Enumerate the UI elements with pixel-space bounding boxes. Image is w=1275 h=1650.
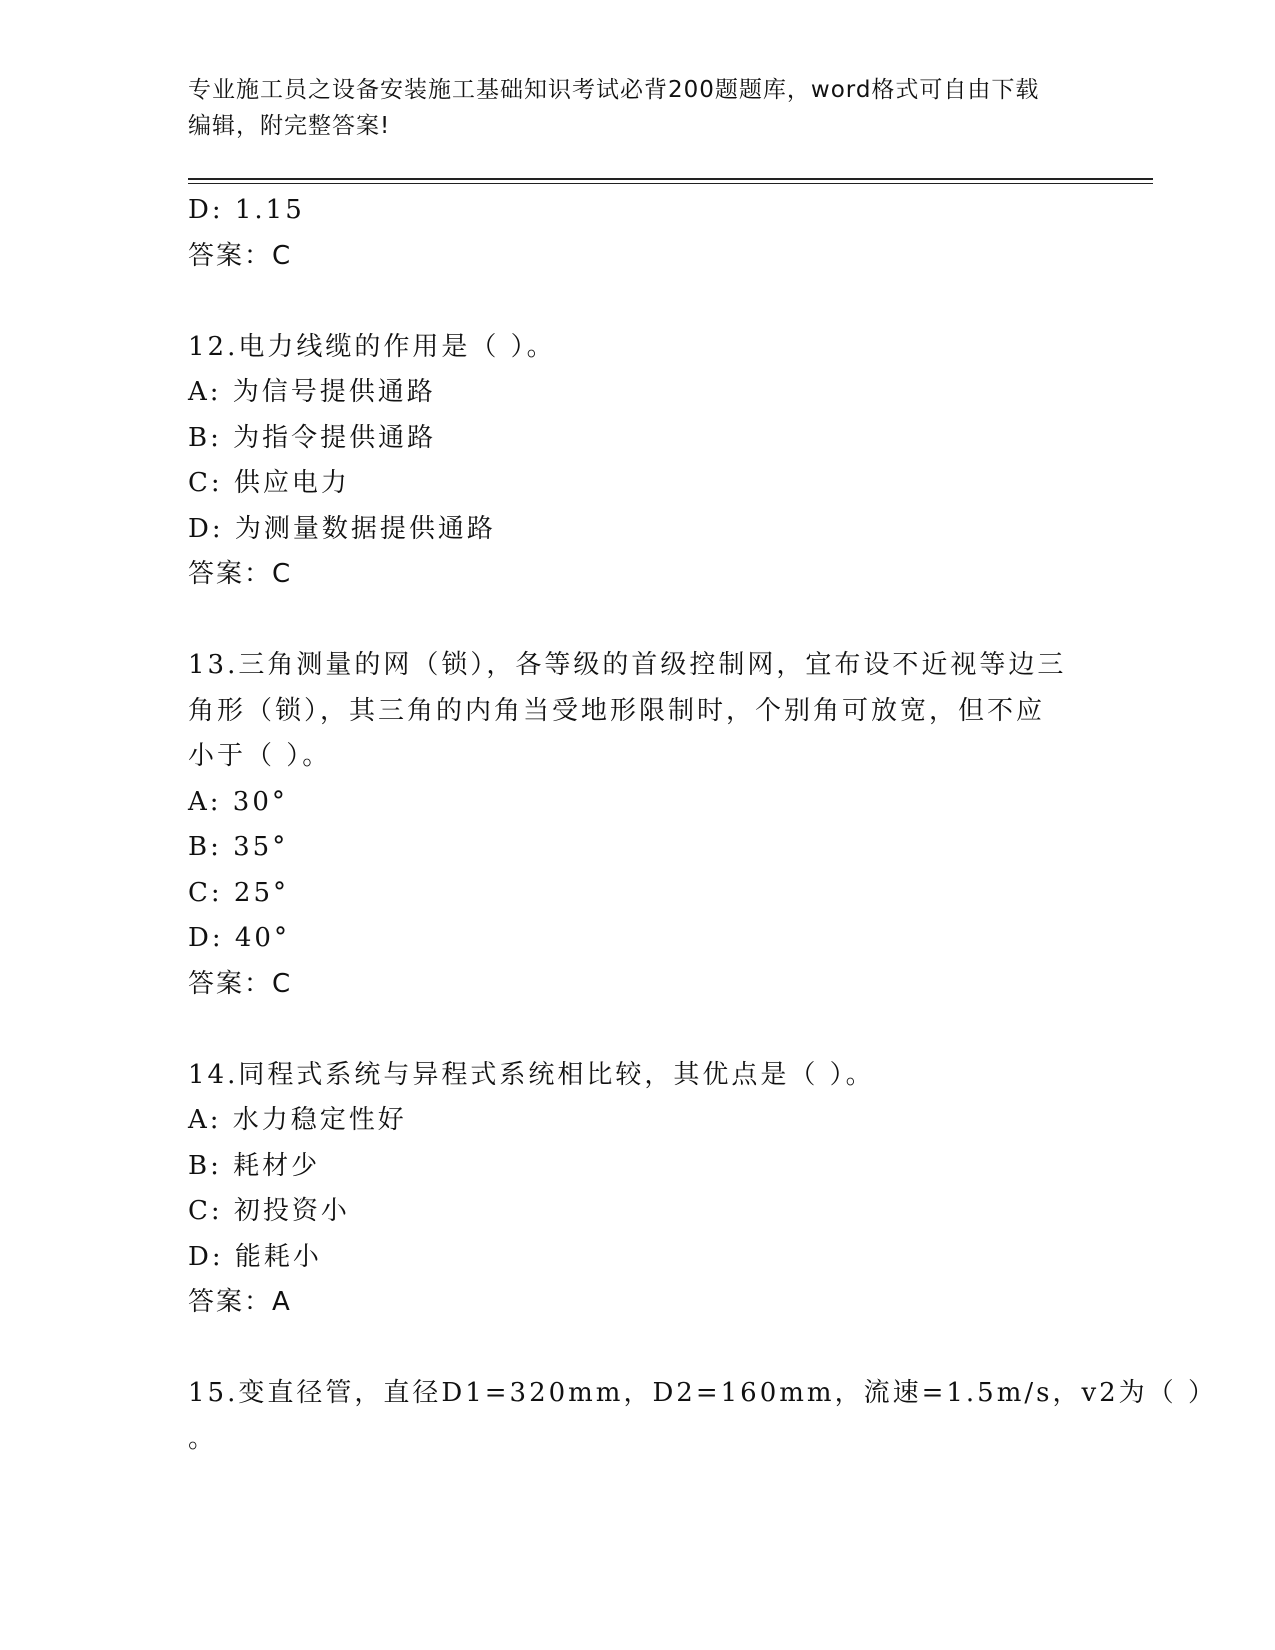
header-title-line-2: 编辑，附完整答案! [188, 113, 391, 139]
question-12-text: 12.电力线缆的作用是（ ）。 [188, 331, 556, 362]
question-12-option-b: B: 为指令提供通路 [188, 422, 437, 453]
question-14-option-a: A: 水力稳定性好 [188, 1105, 407, 1135]
question-14-option-d: D: 能耗小 [188, 1241, 322, 1272]
question-14 [188, 1053, 1088, 1326]
question-14-answer: 答案：A [188, 1287, 292, 1317]
spacer [188, 279, 1088, 325]
question-list [188, 188, 1217, 1462]
question-13-text-line-2: 角形（锁），其三角的内角当受地形限制时，个别角可放宽，但不应 [188, 695, 1046, 726]
question-14-option-b: B: 耗材少 [188, 1150, 321, 1181]
prev-answer: 答案：C [188, 240, 293, 271]
header-rule-thin [188, 183, 1153, 184]
spacer [188, 1007, 1088, 1053]
question-12-answer: 答案：C [188, 559, 293, 589]
question-14-text: 14.同程式系统与异程式系统相比较，其优点是（ ）。 [188, 1059, 875, 1090]
document-header [188, 72, 1088, 144]
question-15-text-line-2: 。 [188, 1423, 218, 1454]
question-12 [188, 325, 1088, 598]
question-12-option-d: D: 为测量数据提供通路 [188, 513, 496, 544]
question-13-option-d: D: 40° [188, 923, 290, 953]
question-13-answer: 答案：C [188, 968, 293, 999]
spacer [188, 1326, 1088, 1372]
question-14-option-c: C: 初投资小 [188, 1196, 350, 1226]
prev-option-d: D: 1.15 [188, 195, 305, 225]
question-15-text-line-1: 15.变直径管，直径D1=320mm，D2=160mm，流速=1.5m/s，v2为（ ） [188, 1378, 1217, 1408]
question-15 [188, 1371, 1217, 1462]
question-13-option-b: B: 35° [188, 832, 289, 862]
spacer [188, 598, 1088, 644]
question-13-option-a: A: 30° [188, 786, 288, 817]
question-12-option-a: A: 为信号提供通路 [188, 377, 436, 407]
question-13-option-c: C: 25° [188, 877, 290, 908]
question-13 [188, 643, 1088, 1007]
question-12-option-c: C: 供应电力 [188, 468, 350, 498]
header-rule-thick [188, 178, 1153, 180]
question-13-text-line-3: 小于（ ）。 [188, 741, 332, 771]
header-title-line-1: 专业施工员之设备安装施工基础知识考试必背200题题库，word格式可自由下载 [188, 77, 1040, 103]
question-13-text-line-1: 13.三角测量的网（锁），各等级的首级控制网，宜布设不近视等边三 [188, 650, 1067, 680]
